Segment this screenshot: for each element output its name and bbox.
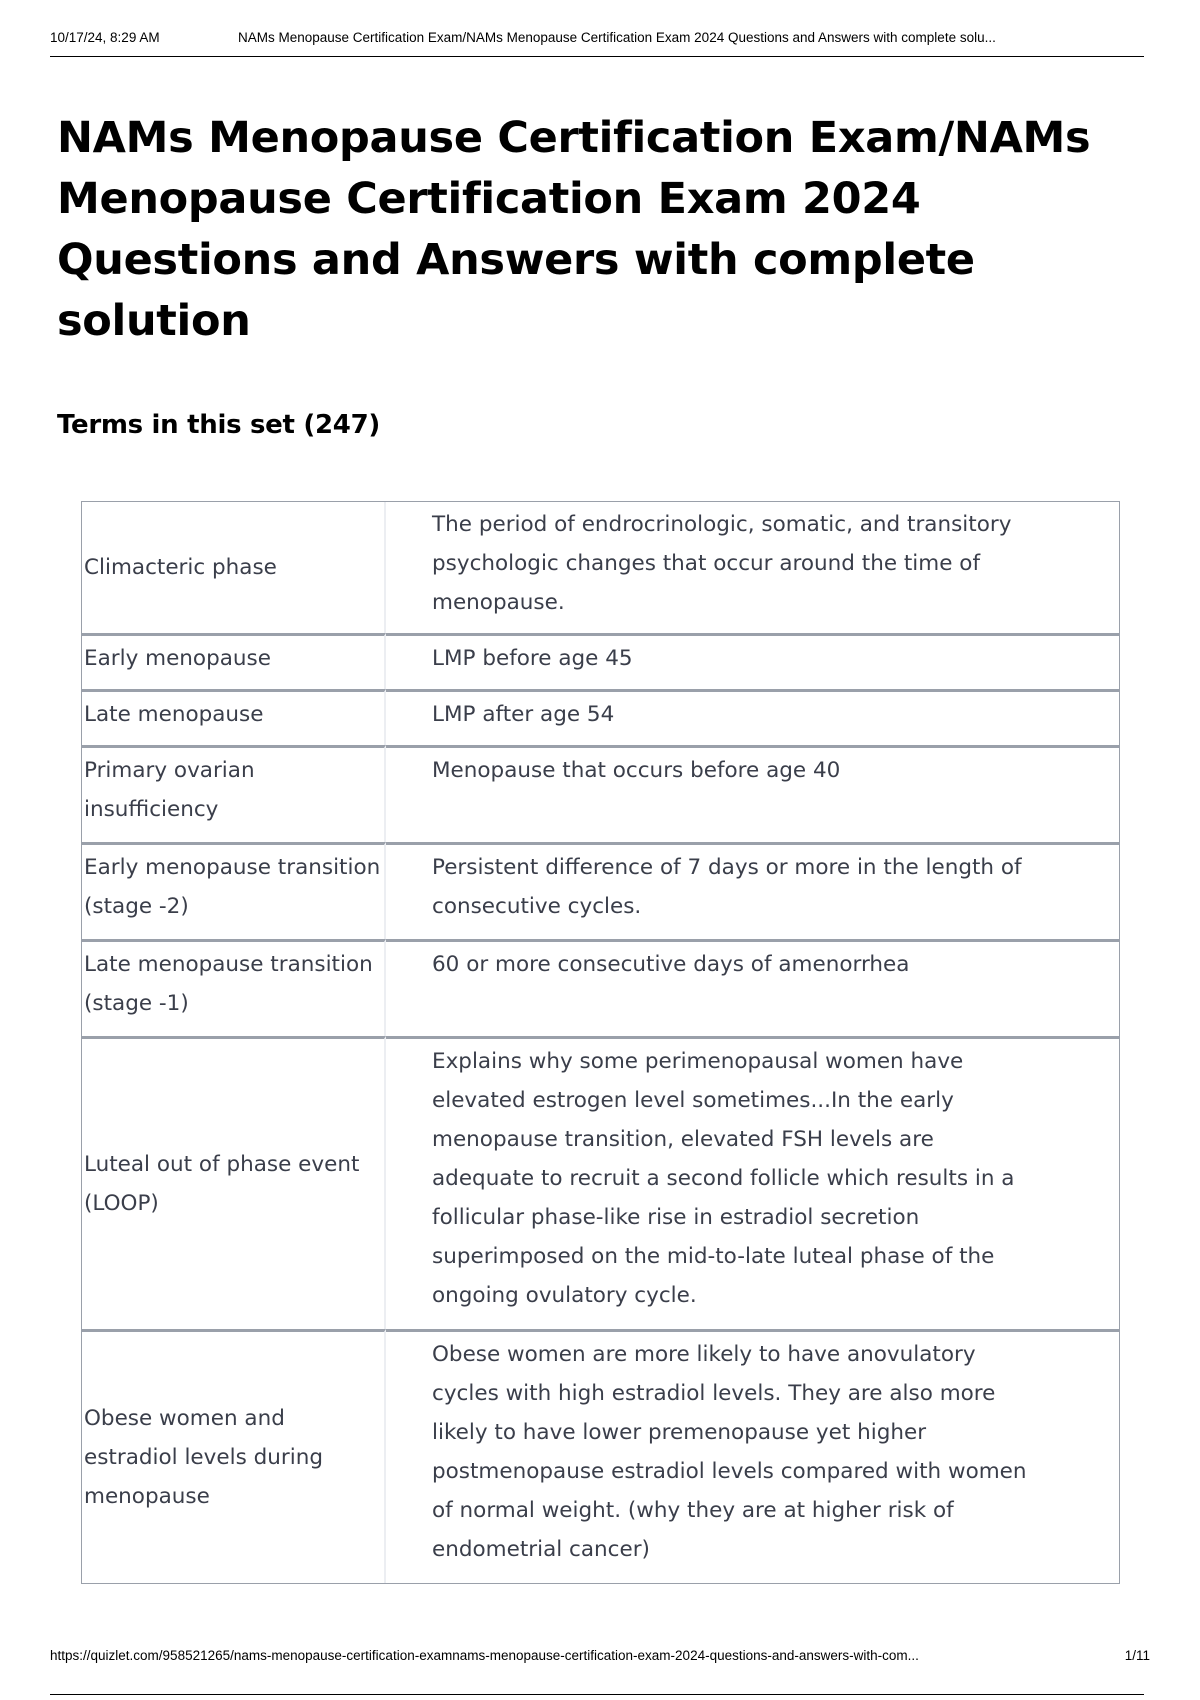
term-cell: Luteal out of phase event (LOOP) (82, 1036, 386, 1329)
table-row (82, 842, 1119, 939)
footer-divider (50, 1694, 1144, 1695)
table-row (82, 939, 1119, 1036)
page-number: 1/11 (1124, 1648, 1150, 1663)
term-cell: Climacteric phase (82, 502, 386, 633)
definition-cell: 60 or more consecutive days of amenorrhea (386, 939, 1119, 1036)
definition-cell: LMP after age 54 (386, 689, 1119, 745)
term-cell: Late menopause (82, 689, 386, 745)
table-row (82, 502, 1119, 633)
definition-cell: Obese women are more likely to have anovulatory cycles with high estradiol levels. They are also more likely to have lower premenopause yet higher postmenopause estradiol levels compared with women of normal weight. (why they are at higher risk of endometrial cancer) (386, 1329, 1119, 1583)
definition-cell: LMP before age 45 (386, 633, 1119, 689)
print-header (50, 28, 1144, 57)
print-footer (50, 1648, 1150, 1698)
terms-count-heading: Terms in this set (247) (57, 410, 380, 440)
table-row (82, 689, 1119, 745)
term-cell: Early menopause transition (stage -2) (82, 842, 386, 939)
print-doc-title: NAMs Menopause Certification Exam/NAMs Menopause Certification Exam 2024 Questions and Answers with complete solu... (238, 30, 996, 45)
definition-cell: Menopause that occurs before age 40 (386, 745, 1119, 842)
page-url: https://quizlet.com/958521265/nams-menopause-certification-examnams-menopause-certification-exam-2024-questions-and-answers-with-com... (50, 1648, 919, 1663)
term-cell: Late menopause transition (stage -1) (82, 939, 386, 1036)
page-title: NAMs Menopause Certification Exam/NAMs Menopause Certification Exam 2024 Questions and Answers with complete solution (57, 113, 1091, 346)
term-cell: Primary ovarian insufficiency (82, 745, 386, 842)
terms-table (81, 501, 1120, 1584)
term-cell: Early menopause (82, 633, 386, 689)
definition-cell: The period of endrocrinologic, somatic, and transitory psychologic changes that occur around the time of menopause. (432, 512, 1012, 615)
table-row (82, 745, 1119, 842)
table-row (82, 633, 1119, 689)
definition-cell: Explains why some perimenopausal women have elevated estrogen level sometimes...In the early menopause transition, elevated FSH levels are adequate to recruit a second follicle which results in a follicular phase-like rise in estradiol secretion superimposed on the mid-to-late luteal phase of the ongoing ovulatory cycle. (386, 1036, 1119, 1329)
table-row (82, 1036, 1119, 1329)
term-cell: Obese women and estradiol levels during menopause (82, 1329, 386, 1583)
definition-cell: Persistent difference of 7 days or more in the length of consecutive cycles. (386, 842, 1119, 939)
table-row (82, 1329, 1119, 1583)
print-date: 10/17/24, 8:29 AM (50, 30, 160, 45)
